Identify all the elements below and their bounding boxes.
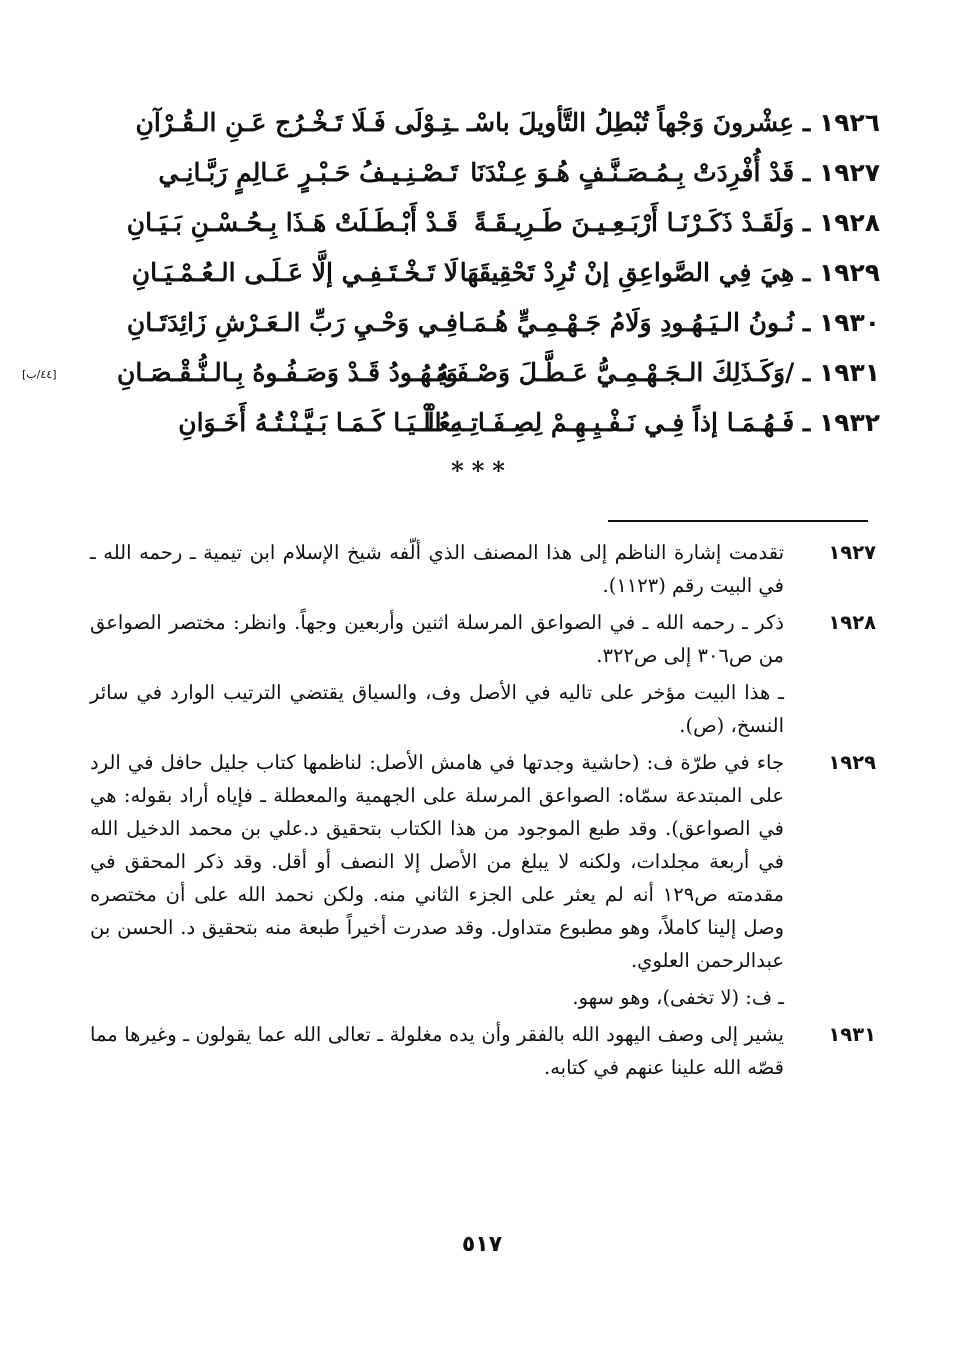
verse-number: ١٩٢٨ xyxy=(818,208,880,237)
verse-first-text: وَلَقَـدْ ذَكَـرْنَـا أَرْبَـعِـيـنَ طَـرِيـقَـةً xyxy=(474,208,795,237)
verse-number: ١٩٣٠ xyxy=(818,308,880,337)
footnote-paragraph: جاء في طرّة ف: (حاشية وجدتها في هامش الأصل: لناظمها كتاب جليل حافل في الرد على المبتدعة سمّاه: الصواعق المرسلة على الجهمية والمعطلة ـ فإياه أراد بقوله: هي في الصواعق). وقد طبع الموجود من هذا الكتاب بتحقيق د.علي بن محمد الدخيل الله في أربعة مجلدات، ولكنه لا يبلغ من الأصل إلا النصف أو أقل. وقد ذكر المحقق في مقدمته ص١٢٩ أنه لم يعثر على الجزء الثاني منه. ولكن نحمد الله على أن مختصره وصل إلينا كاملاً، وهو مطبوع متداول. وقد صدرت أخيراً طبعة منه بتحقيق د. الحسن بن عبدالرحمن العلوي. xyxy=(90,751,784,972)
footnote-number: ١٩٢٧ xyxy=(828,541,876,564)
footnote-paragraph: يشير إلى وصف اليهود الله بالفقر وأن يده مغلولة ـ تعالى الله عما يقولون ـ وغيرها مما قصّه الله علينا عنهم في كتابه. xyxy=(90,1023,784,1079)
verse-first-text: /وَكَـذَلِكَ الـجَـهْـمِـيُّ عَـطَّـلَ وَصْـفَـهُ xyxy=(436,358,795,387)
verse-first-hemistich: ١٩٣١ ـ /وَكَـذَلِكَ الـجَـهْـمِـيُّ عَـطَّـلَ وَصْـفَـهُ xyxy=(436,358,880,387)
verse-number: ١٩٣١ xyxy=(818,358,880,387)
page-number: ٥١٧ xyxy=(461,1232,503,1257)
verse-first-text: عِشْرونَ وَجْهاً تُبْطِلُ التَّأويلَ باسْـ xyxy=(466,108,795,137)
verse-second-hemistich: لَا تَـخْـتَـفِـي إلَّا عَـلَـى الـعُـمْـيَـانِ xyxy=(131,258,458,287)
footnote-rule xyxy=(608,520,868,522)
verse-second-hemistich: ـتِـوْلَى فَـلَا تَـخْـرُج عَـنِ الـقُـرْآنِ xyxy=(135,108,458,137)
poem-verses xyxy=(22,108,880,458)
verse-second-hemistich: فِـي وَحْـيِ رَبِّ الـعَـرْشِ زَائِدَتَـانِ xyxy=(126,308,458,337)
footnote-body xyxy=(90,536,784,602)
verse-first-hemistich: ١٩٢٦ ـ عِشْرونَ وَجْهاً تُبْطِلُ التَّأويلَ باسْـ xyxy=(466,108,880,137)
verse-second-hemistich: وَيَـهُـودُ قَـدْ وَصَـفُـوهُ بِـالـنُّـقْـصَـانِ xyxy=(116,358,458,387)
manuscript-folio-mark: [٤٤/ب] xyxy=(22,368,57,381)
footnote-number: ١٩٢٩ xyxy=(828,751,876,774)
verse-number: ١٩٢٩ xyxy=(818,258,880,287)
footnote xyxy=(90,1018,876,1084)
verse-second-hemistich: تَـصْـنِـيـفُ حَـبْـرٍ عَـالِمٍ رَبَّـانِـي xyxy=(158,158,458,187)
verse-line xyxy=(40,158,880,208)
verse-number: ١٩٣٢ xyxy=(818,408,880,437)
footnote-body xyxy=(90,1018,784,1084)
verse-line xyxy=(40,108,880,158)
verse-first-text: هِيَ فِي الصَّواعِقِ إنْ تُرِدْ تَحْقِيقَهَا xyxy=(459,258,795,287)
footnote-paragraph: ـ ف: (لا تخفى)، وهو سهو. xyxy=(572,986,784,1009)
footnote-number: ١٩٢٨ xyxy=(828,611,876,634)
verse-first-hemistich: ١٩٣٠ ـ نُـونُ الـيَـهُـودِ وَلَامُ جَـهْـمِـيٍّ هُـمَـا xyxy=(458,308,880,337)
verse-number: ١٩٢٦ xyxy=(818,108,880,137)
footnotes xyxy=(90,536,876,1088)
verse-line xyxy=(40,308,880,358)
verse-line xyxy=(40,408,880,458)
verse-first-hemistich: ١٩٢٩ ـ هِيَ فِي الصَّواعِقِ إنْ تُرِدْ تَحْقِيقَهَا xyxy=(459,258,880,287)
section-separator: *** xyxy=(451,456,513,485)
verse-line xyxy=(40,258,880,308)
footnote-body xyxy=(90,746,784,1014)
verse-first-hemistich: ١٩٣٢ ـ فَـهُـمَـا إذاً فِـي نَـفْـيِـهِـمْ لِصِـفَـاتِـهِ الْـ xyxy=(419,408,880,437)
footnote xyxy=(90,606,876,742)
verse-first-text: قَدْ أُفْرِدَتْ بِـمُـصَـنَّـفٍ هُـوَ عِـنْدَنَا xyxy=(470,158,795,187)
footnote xyxy=(90,536,876,602)
footnote-number: ١٩٣١ xyxy=(828,1023,876,1046)
verse-number: ١٩٢٧ xyxy=(818,158,880,187)
footnote-body xyxy=(90,606,784,742)
verse-first-text: نُـونُ الـيَـهُـودِ وَلَامُ جَـهْـمِـيٍّ هُـمَـا xyxy=(458,308,795,337)
verse-first-text: فَـهُـمَـا إذاً فِـي نَـفْـيِـهِـمْ لِصِـفَـاتِـهِ الْـ xyxy=(419,408,795,437)
footnote xyxy=(90,746,876,1014)
verse-second-hemistich: ـعُـلْـيَـا كَـمَـا بَـيَّـنْـتُـهُ أَخَـوَانِ xyxy=(178,408,458,437)
verse-first-hemistich: ١٩٢٨ ـ وَلَقَـدْ ذَكَـرْنَـا أَرْبَـعِـيـنَ طَـرِيـقَـةً xyxy=(474,208,880,237)
footnote-paragraph: تقدمت إشارة الناظم إلى هذا المصنف الذي ألّفه شيخ الإسلام ابن تيمية ـ رحمه الله ـ في البيت رقم (١١٢٣). xyxy=(90,541,784,597)
verse-line xyxy=(40,208,880,258)
verse-line xyxy=(22,358,880,408)
footnote-paragraph: ـ هذا البيت مؤخر على تاليه في الأصل وف، والسياق يقتضي الترتيب الوارد في سائر النسخ، (ص). xyxy=(90,681,784,737)
verse-second-hemistich: قَـدْ أَبْـطَـلَتْ هَـذَا بِـحُـسْـنِ بَـيَـانِ xyxy=(126,208,458,237)
verse-first-hemistich: ١٩٢٧ ـ قَدْ أُفْرِدَتْ بِـمُـصَـنَّـفٍ هُـوَ عِـنْدَنَا xyxy=(470,158,880,187)
footnote-paragraph: ذكر ـ رحمه الله ـ في الصواعق المرسلة اثنين وأربعين وجهاً. وانظر: مختصر الصواعق من ص٣٠٦ إلى ص٣٢٢. xyxy=(90,611,784,667)
